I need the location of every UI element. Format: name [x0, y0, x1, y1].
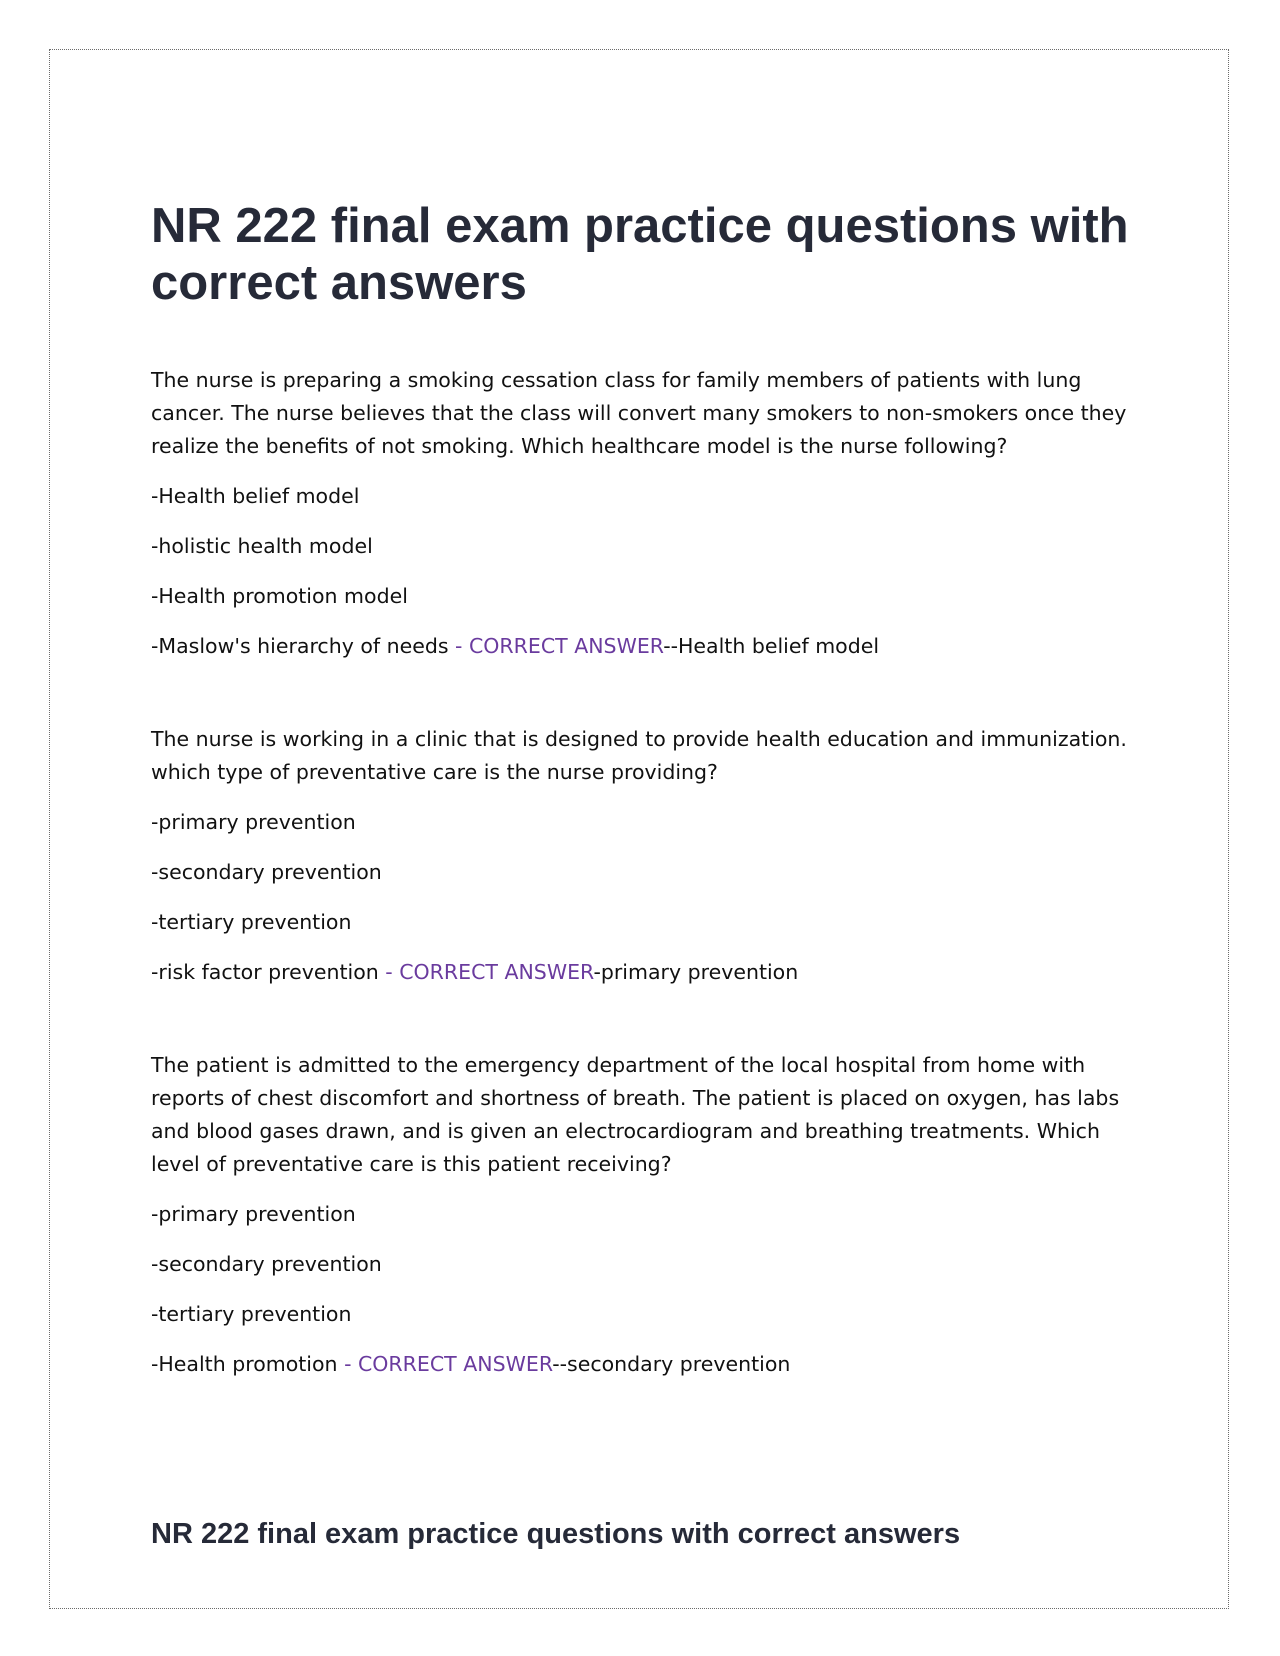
- answer-option-with-answer: [151, 956, 1141, 989]
- answer-option: -secondary prevention: [151, 860, 382, 884]
- question-block: [151, 364, 1141, 663]
- correct-answer-marker: - CORRECT ANSWER: [455, 634, 664, 658]
- document-title: NR 222 final exam practice questions with correct answers: [151, 199, 1129, 310]
- footer-title: NR 222 final exam practice questions with correct answers: [151, 1518, 961, 1550]
- document-body: [151, 198, 1141, 1381]
- question-text: The nurse is preparing a smoking cessation class for family members of patients with lung cancer. The nurse believes that the class will convert many smokers to non-smokers once they realize the benefits of not smoking. Which healthcare model is the nurse following?: [151, 368, 1127, 458]
- correct-answer-text: --secondary prevention: [552, 1352, 791, 1376]
- question-block: [151, 1049, 1141, 1381]
- question-text: The nurse is working in a clinic that is designed to provide health education and immunization. which type of preventative care is the nurse providing?: [151, 727, 1127, 784]
- answer-option-text: -Maslow's hierarchy of needs: [151, 634, 456, 658]
- answer-option-with-answer: [151, 1348, 1141, 1381]
- correct-answer-marker: - CORRECT ANSWER: [385, 960, 594, 984]
- answer-option: -Health belief model: [151, 484, 360, 508]
- question-text: The patient is admitted to the emergency department of the local hospital from home with reports of chest discomfort and shortness of breath. The patient is placed on oxygen, has labs and blood gases drawn, and is given an electrocardiogram and breathing treatments. Which level of preventative care is this patient receiving?: [151, 1053, 1120, 1176]
- answer-option-text: -Health promotion: [151, 1352, 345, 1376]
- answer-option: -primary prevention: [151, 1202, 356, 1226]
- answer-option: -holistic health model: [151, 534, 373, 558]
- correct-answer-text: -primary prevention: [593, 960, 799, 984]
- correct-answer-marker: - CORRECT ANSWER: [344, 1352, 553, 1376]
- answer-option-text: -risk factor prevention: [151, 960, 386, 984]
- answer-option: -tertiary prevention: [151, 910, 352, 934]
- answer-option-with-answer: [151, 630, 1141, 663]
- answer-option: -tertiary prevention: [151, 1302, 352, 1326]
- correct-answer-text: --Health belief model: [663, 634, 880, 658]
- answer-option: -Health promotion model: [151, 584, 408, 608]
- question-block: [151, 723, 1141, 989]
- answer-option: -primary prevention: [151, 810, 356, 834]
- answer-option: -secondary prevention: [151, 1252, 382, 1276]
